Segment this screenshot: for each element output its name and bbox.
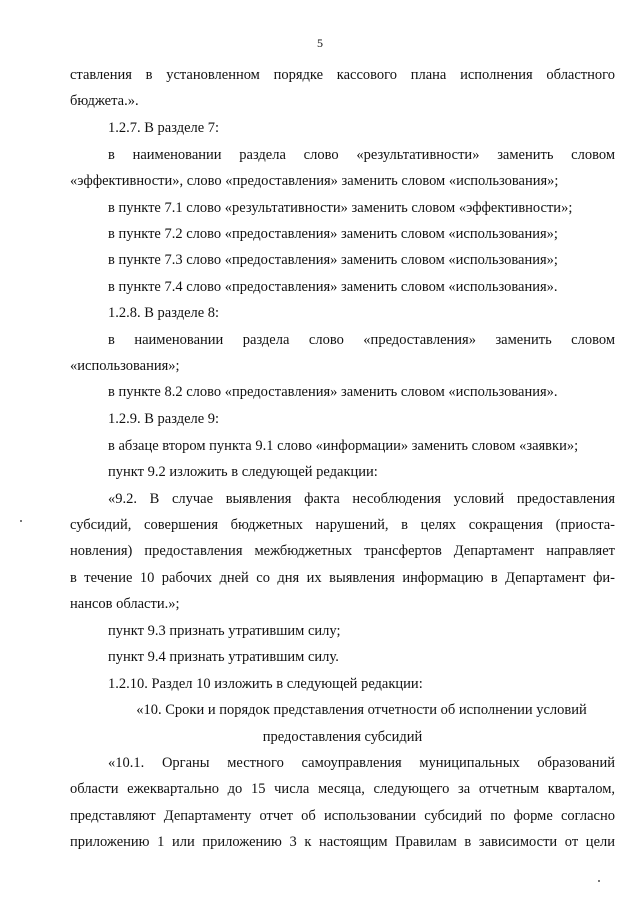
page-number: 5 bbox=[317, 36, 323, 50]
text-line: субсидий, совершения бюджетных нарушений, в целях сокращения (приоста- bbox=[70, 517, 615, 533]
section-title: «10. Сроки и порядок представления отчетности об исполнении условий bbox=[136, 702, 587, 718]
text-line: «10.1. Органы местного самоуправления муниципальных образований bbox=[108, 755, 615, 771]
text-line: нансов области.»; bbox=[70, 596, 180, 612]
section-title: предоставления субсидий bbox=[262, 729, 423, 745]
text-line: области ежеквартально до 15 числа месяца, следующего за отчетным кварталом, bbox=[70, 781, 615, 797]
text-line: в наименовании раздела слово «предоставления» заменить словом bbox=[108, 332, 615, 348]
clause-heading: 1.2.7. В разделе 7: bbox=[108, 120, 220, 136]
text-line: в пункте 8.2 слово «предоставления» заменить словом «использования». bbox=[108, 384, 558, 400]
text-line: «эффективности», слово «предоставления» заменить словом «использования»; bbox=[70, 173, 559, 189]
text-line: в пункте 7.1 слово «результативности» заменить словом «эффективности»; bbox=[108, 200, 573, 216]
text-line: в пункте 7.3 слово «предоставления» заменить словом «использования»; bbox=[108, 252, 558, 268]
text-line: в абзаце втором пункта 9.1 слово «информации» заменить словом «заявки»; bbox=[108, 438, 579, 454]
clause-heading: 1.2.10. Раздел 10 изложить в следующей редакции: bbox=[108, 676, 423, 692]
text-line: в пункте 7.4 слово «предоставления» заменить словом «использования». bbox=[108, 279, 558, 295]
text-line: бюджета.». bbox=[70, 93, 139, 109]
text-line: представляют Департаменту отчет об использовании субсидий по форме согласно bbox=[70, 808, 615, 824]
text-line: пункт 9.3 признать утратившим силу; bbox=[108, 623, 341, 639]
text-line: приложению 1 или приложению 3 к настоящим Правилам в зависимости от цели bbox=[70, 834, 615, 850]
text-line: «9.2. В случае выявления факта несоблюдения условий предоставления bbox=[108, 491, 615, 507]
text-line: пункт 9.2 изложить в следующей редакции: bbox=[108, 464, 378, 480]
scan-speck bbox=[598, 880, 600, 882]
text-line: пункт 9.4 признать утратившим силу. bbox=[108, 649, 339, 665]
text-line: «использования»; bbox=[70, 358, 180, 374]
text-line: в наименовании раздела слово «результативности» заменить словом bbox=[108, 147, 615, 163]
scan-speck bbox=[20, 520, 22, 522]
text-line: в пункте 7.2 слово «предоставления» заменить словом «использования»; bbox=[108, 226, 558, 242]
text-line: в течение 10 рабочих дней со дня их выявления информацию в Департамент фи- bbox=[70, 570, 615, 586]
clause-heading: 1.2.9. В разделе 9: bbox=[108, 411, 220, 427]
text-line: ставления в установленном порядке кассового плана исполнения областного bbox=[70, 67, 615, 83]
clause-heading: 1.2.8. В разделе 8: bbox=[108, 305, 220, 321]
text-line: новления) предоставления межбюджетных трансфертов Департамент направляет bbox=[70, 543, 615, 559]
